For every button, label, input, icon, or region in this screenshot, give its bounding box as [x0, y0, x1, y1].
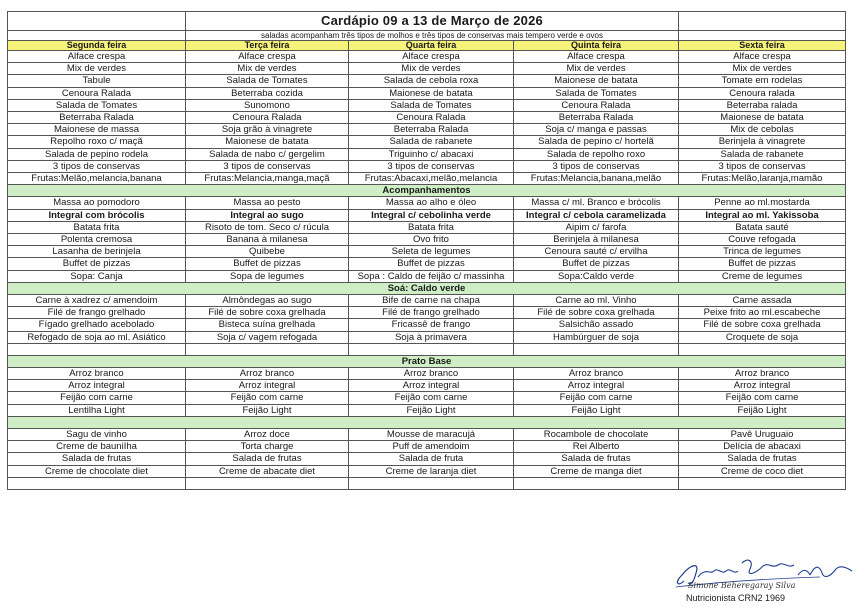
section-band-soup	[8, 282, 846, 294]
section-band-prato-base	[8, 355, 846, 367]
menu-cell: Feijão com carne	[349, 392, 514, 404]
empty-cell	[679, 477, 846, 489]
menu-cell: Bisteca suína grelhada	[186, 319, 349, 331]
side-dish-row	[8, 270, 846, 282]
side-dish-row	[8, 197, 846, 209]
menu-cell: Creme de chocolate diet	[8, 465, 186, 477]
menu-cell: Arroz branco	[679, 368, 846, 380]
menu-cell: Salada de rabanete	[349, 136, 514, 148]
menu-table	[7, 11, 846, 490]
menu-cell: Arroz branco	[8, 368, 186, 380]
empty-cell	[349, 343, 514, 355]
salad-row	[8, 51, 846, 63]
menu-cell: Aipim c/ farofa	[514, 221, 679, 233]
weekday-header: Quarta feira	[349, 41, 514, 51]
menu-cell: Pavê Uruguaio	[679, 428, 846, 440]
menu-cell: Penne ao ml.mostarda	[679, 197, 846, 209]
menu-cell: Frutas:Melancia,manga,maçã	[186, 173, 349, 185]
menu-cell: Fricassê de frango	[349, 319, 514, 331]
menu-cell: Sopa de legumes	[186, 270, 349, 282]
menu-cell: Creme de abacate diet	[186, 465, 349, 477]
menu-cell: Alface crespa	[349, 51, 514, 63]
menu-cell: Integral c/ cebola caramelizada	[514, 209, 679, 221]
menu-cell: Batata sauté	[679, 221, 846, 233]
menu-cell: Arroz integral	[514, 380, 679, 392]
weekday-header: Segunda feira	[8, 41, 186, 51]
section-label-prato-base: Prato Base	[8, 355, 846, 367]
menu-cell: Cenoura ralada	[679, 87, 846, 99]
menu-cell: Mix de cebolas	[679, 124, 846, 136]
menu-cell: Rocambole de chocolate	[514, 428, 679, 440]
menu-cell: Salada de Tomates	[514, 87, 679, 99]
menu-cell: Buffet de pizzas	[186, 258, 349, 270]
side-dish-row	[8, 221, 846, 233]
section-label-acompanhamentos: Acompanhamentos	[8, 185, 846, 197]
menu-cell: Carne à xadrez c/ amendoim	[8, 295, 186, 307]
menu-cell: Mix de verdes	[679, 63, 846, 75]
empty-cell	[514, 343, 679, 355]
main-dish-row	[8, 295, 846, 307]
menu-cell: Frutas:Abacaxi,melão,melancia	[349, 173, 514, 185]
empty-cell	[679, 343, 846, 355]
menu-cell: Sagu de vinho	[8, 428, 186, 440]
empty-cell	[349, 477, 514, 489]
menu-cell: Puff de amendoim	[349, 441, 514, 453]
menu-cell: Polenta cremosa	[8, 234, 186, 246]
empty-cell	[186, 477, 349, 489]
menu-cell: Filé de frango grelhado	[8, 307, 186, 319]
base-dish-row	[8, 368, 846, 380]
menu-cell: Mousse de maracujá	[349, 428, 514, 440]
menu-cell: Lentilha Light	[8, 404, 186, 416]
menu-cell: Alface crespa	[8, 51, 186, 63]
menu-cell: Quibebe	[186, 246, 349, 258]
menu-cell: Carne ao ml. Vinho	[514, 295, 679, 307]
menu-cell: Berinjela à milanesa	[514, 234, 679, 246]
salad-row	[8, 87, 846, 99]
menu-cell: Buffet de pizzas	[349, 258, 514, 270]
salad-row	[8, 173, 846, 185]
menu-cell: Integral ao sugo	[186, 209, 349, 221]
menu-cell: Alface crespa	[514, 51, 679, 63]
main-dish-row	[8, 307, 846, 319]
menu-cell: Massa ao pomodoro	[8, 197, 186, 209]
menu-cell: Alface crespa	[186, 51, 349, 63]
menu-cell: Creme de legumes	[679, 270, 846, 282]
menu-cell: 3 tipos de conservas	[186, 160, 349, 172]
side-dish-row	[8, 209, 846, 221]
salad-row	[8, 63, 846, 75]
menu-cell: Salada de nabo c/ gergelim	[186, 148, 349, 160]
menu-cell: Creme de laranja diet	[349, 465, 514, 477]
menu-cell: Feijão Light	[514, 404, 679, 416]
salad-row	[8, 136, 846, 148]
menu-cell: Risoto de tom. Seco c/ rúcula	[186, 221, 349, 233]
blank-row	[8, 477, 846, 489]
menu-cell: Torta charge	[186, 441, 349, 453]
menu-cell: Alface crespa	[679, 51, 846, 63]
menu-cell: Salada de pepino rodela	[8, 148, 186, 160]
menu-cell: Buffet de pizzas	[679, 258, 846, 270]
menu-cell: Maionese de batata	[679, 112, 846, 124]
menu-cell: Trinca de legumes	[679, 246, 846, 258]
menu-cell: Filé de sobre coxa grelhada	[514, 307, 679, 319]
signature-name: Simone Beheregaray Silva	[688, 581, 796, 590]
menu-cell: Salada de Tomates	[349, 99, 514, 111]
menu-cell: Seleta de legumes	[349, 246, 514, 258]
salad-row	[8, 160, 846, 172]
menu-cell: Couve refogada	[679, 234, 846, 246]
menu-cell: Croquete de soja	[679, 331, 846, 343]
blank-row	[8, 343, 846, 355]
menu-cell: 3 tipos de conservas	[679, 160, 846, 172]
menu-cell: Feijão com carne	[514, 392, 679, 404]
menu-cell: Massa ao pesto	[186, 197, 349, 209]
menu-cell: Lasanha de berinjela	[8, 246, 186, 258]
menu-cell: Tomate em rodelas	[679, 75, 846, 87]
menu-cell: Filé de sobre coxa grelhada	[679, 319, 846, 331]
menu-cell: Frutas:Melão,laranja,mamão	[679, 173, 846, 185]
menu-cell: Arroz integral	[679, 380, 846, 392]
menu-cell: Carne assada	[679, 295, 846, 307]
menu-cell: Batata frita	[8, 221, 186, 233]
title-left-cell	[8, 12, 186, 31]
menu-cell: Beterraba Ralada	[8, 112, 186, 124]
note-row	[8, 31, 846, 41]
base-dish-row	[8, 404, 846, 416]
menu-cell: Soja à primavera	[349, 331, 514, 343]
menu-cell: Cenoura Ralada	[349, 112, 514, 124]
menu-cell: Mix de verdes	[514, 63, 679, 75]
menu-cell: Batata frita	[349, 221, 514, 233]
empty-cell	[186, 343, 349, 355]
menu-cell: Feijão Light	[679, 404, 846, 416]
menu-cell: Buffet de pizzas	[514, 258, 679, 270]
salad-row	[8, 148, 846, 160]
menu-cell: Sunomono	[186, 99, 349, 111]
menu-cell: Arroz integral	[186, 380, 349, 392]
salad-row	[8, 99, 846, 111]
menu-cell: Berinjela à vinagrete	[679, 136, 846, 148]
menu-cell: Triguinho c/ abacaxi	[349, 148, 514, 160]
menu-cell: Filé de sobre coxa grelhada	[186, 307, 349, 319]
note-left-cell	[8, 31, 186, 41]
menu-cell: Soja grão à vinagrete	[186, 124, 349, 136]
menu-cell: Beterraba ralada	[679, 99, 846, 111]
menu-cell: Creme de coco diet	[679, 465, 846, 477]
menu-cell: Massa c/ ml. Branco e brócolis	[514, 197, 679, 209]
salad-row	[8, 124, 846, 136]
menu-body	[8, 12, 846, 490]
dessert-row	[8, 441, 846, 453]
menu-cell: Bife de carne na chapa	[349, 295, 514, 307]
menu-cell: Salada de fruta	[349, 453, 514, 465]
menu-cell: Feijão com carne	[679, 392, 846, 404]
main-dish-row	[8, 331, 846, 343]
menu-cell: Salada de frutas	[8, 453, 186, 465]
menu-cell: Salada de frutas	[514, 453, 679, 465]
menu-cell: Hambúrguer de soja	[514, 331, 679, 343]
menu-cell: Banana à milanesa	[186, 234, 349, 246]
menu-cell: Arroz branco	[186, 368, 349, 380]
menu-cell: Beterraba Ralada	[349, 124, 514, 136]
menu-cell: Integral ao ml. Yakissoba	[679, 209, 846, 221]
menu-cell: Maionese de massa	[8, 124, 186, 136]
menu-cell: Maionese de batata	[514, 75, 679, 87]
menu-cell: Salada de frutas	[679, 453, 846, 465]
menu-cell: Cenoura Ralada	[8, 87, 186, 99]
menu-cell: Salada de cebola roxa	[349, 75, 514, 87]
menu-cell: Frutas:Melancia,banana,melão	[514, 173, 679, 185]
salad-row	[8, 75, 846, 87]
menu-cell: Feijão com carne	[186, 392, 349, 404]
side-dish-row	[8, 258, 846, 270]
menu-cell: Repolho roxo c/ maçã	[8, 136, 186, 148]
menu-cell: Buffet de pizzas	[8, 258, 186, 270]
menu-cell: Refogado de soja ao ml. Asiático	[8, 331, 186, 343]
menu-cell: Feijão Light	[186, 404, 349, 416]
menu-cell: Maionese de batata	[349, 87, 514, 99]
menu-cell: Delícia de abacaxi	[679, 441, 846, 453]
menu-cell: Integral c/ cebolinha verde	[349, 209, 514, 221]
menu-cell: Salada de pepino c/ hortelã	[514, 136, 679, 148]
dessert-row	[8, 465, 846, 477]
menu-cell: Soja c/ vagem refogada	[186, 331, 349, 343]
note-right-cell	[679, 31, 846, 41]
menu-note: saladas acompanham três tipos de molhos e três tipos de conservas mais tempero verde e ovos	[186, 31, 679, 41]
menu-cell: Arroz integral	[8, 380, 186, 392]
menu-cell: Arroz branco	[514, 368, 679, 380]
menu-cell: Feijão Light	[349, 404, 514, 416]
empty-cell	[514, 477, 679, 489]
menu-cell: Arroz branco	[349, 368, 514, 380]
menu-cell: Salsichão assado	[514, 319, 679, 331]
salad-row	[8, 112, 846, 124]
menu-cell: Salada de Tomates	[186, 75, 349, 87]
menu-cell: Sopa : Caldo de feijão c/ massinha	[349, 270, 514, 282]
menu-cell: Cenoura Ralada	[186, 112, 349, 124]
menu-cell: Beterraba Ralada	[514, 112, 679, 124]
menu-cell: Salada de frutas	[186, 453, 349, 465]
dessert-row	[8, 428, 846, 440]
menu-cell: Mix de verdes	[186, 63, 349, 75]
menu-cell: Soja c/ manga e passas	[514, 124, 679, 136]
menu-cell: Tabule	[8, 75, 186, 87]
main-dish-row	[8, 319, 846, 331]
menu-title: Cardápio 09 a 13 de Março de 2026	[186, 12, 679, 31]
menu-cell: Filé de frango grelhado	[349, 307, 514, 319]
menu-cell: Peixe frito ao ml.escabeche	[679, 307, 846, 319]
side-dish-row	[8, 234, 846, 246]
menu-cell: Frutas:Melão,melancia,banana	[8, 173, 186, 185]
menu-cell: 3 tipos de conservas	[8, 160, 186, 172]
menu-cell: Ovo frito	[349, 234, 514, 246]
section-band-empty	[8, 416, 846, 428]
menu-cell: 3 tipos de conservas	[349, 160, 514, 172]
signature-block	[670, 553, 856, 612]
base-dish-row	[8, 392, 846, 404]
menu-cell: Salada de repolho roxo	[514, 148, 679, 160]
empty-cell	[8, 477, 186, 489]
menu-cell: Arroz integral	[349, 380, 514, 392]
side-dish-row	[8, 246, 846, 258]
menu-cell: Massa ao alho e óleo	[349, 197, 514, 209]
menu-cell: Arroz doce	[186, 428, 349, 440]
weekday-header: Terça feira	[186, 41, 349, 51]
menu-cell: Creme de manga diet	[514, 465, 679, 477]
menu-cell: Cenoura Ralada	[514, 99, 679, 111]
title-right-cell	[679, 12, 846, 31]
menu-cell: Almôndegas ao sugo	[186, 295, 349, 307]
menu-cell: Rei Alberto	[514, 441, 679, 453]
base-dish-row	[8, 380, 846, 392]
menu-cell: Creme de bauniIha	[8, 441, 186, 453]
dessert-row	[8, 453, 846, 465]
weekday-header: Quinta feira	[514, 41, 679, 51]
menu-cell: 3 tipos de conservas	[514, 160, 679, 172]
menu-cell: Mix de verdes	[349, 63, 514, 75]
menu-cell: Fígado grelhado acebolado	[8, 319, 186, 331]
weekday-header-row	[8, 41, 846, 51]
section-band-acompanhamentos	[8, 185, 846, 197]
menu-cell: Maionese de batata	[186, 136, 349, 148]
title-row	[8, 12, 846, 31]
menu-cell: Feijão com carne	[8, 392, 186, 404]
empty-cell	[8, 343, 186, 355]
menu-cell: Mix de verdes	[8, 63, 186, 75]
section-band-blank	[8, 416, 846, 428]
menu-cell: Sopa:Caldo verde	[514, 270, 679, 282]
menu-cell: Beterraba cozida	[186, 87, 349, 99]
section-label-soup: Soá: Caldo verde	[8, 282, 846, 294]
menu-cell: Salada de Tomates	[8, 99, 186, 111]
menu-cell: Integral com brócolis	[8, 209, 186, 221]
signature-role: Nutricionista CRN2 1969	[686, 593, 786, 603]
menu-cell: Sopa: Canja	[8, 270, 186, 282]
menu-cell: Salada de rabanete	[679, 148, 846, 160]
weekday-header: Sexta feira	[679, 41, 846, 51]
menu-cell: Cenoura sauté c/ ervilha	[514, 246, 679, 258]
